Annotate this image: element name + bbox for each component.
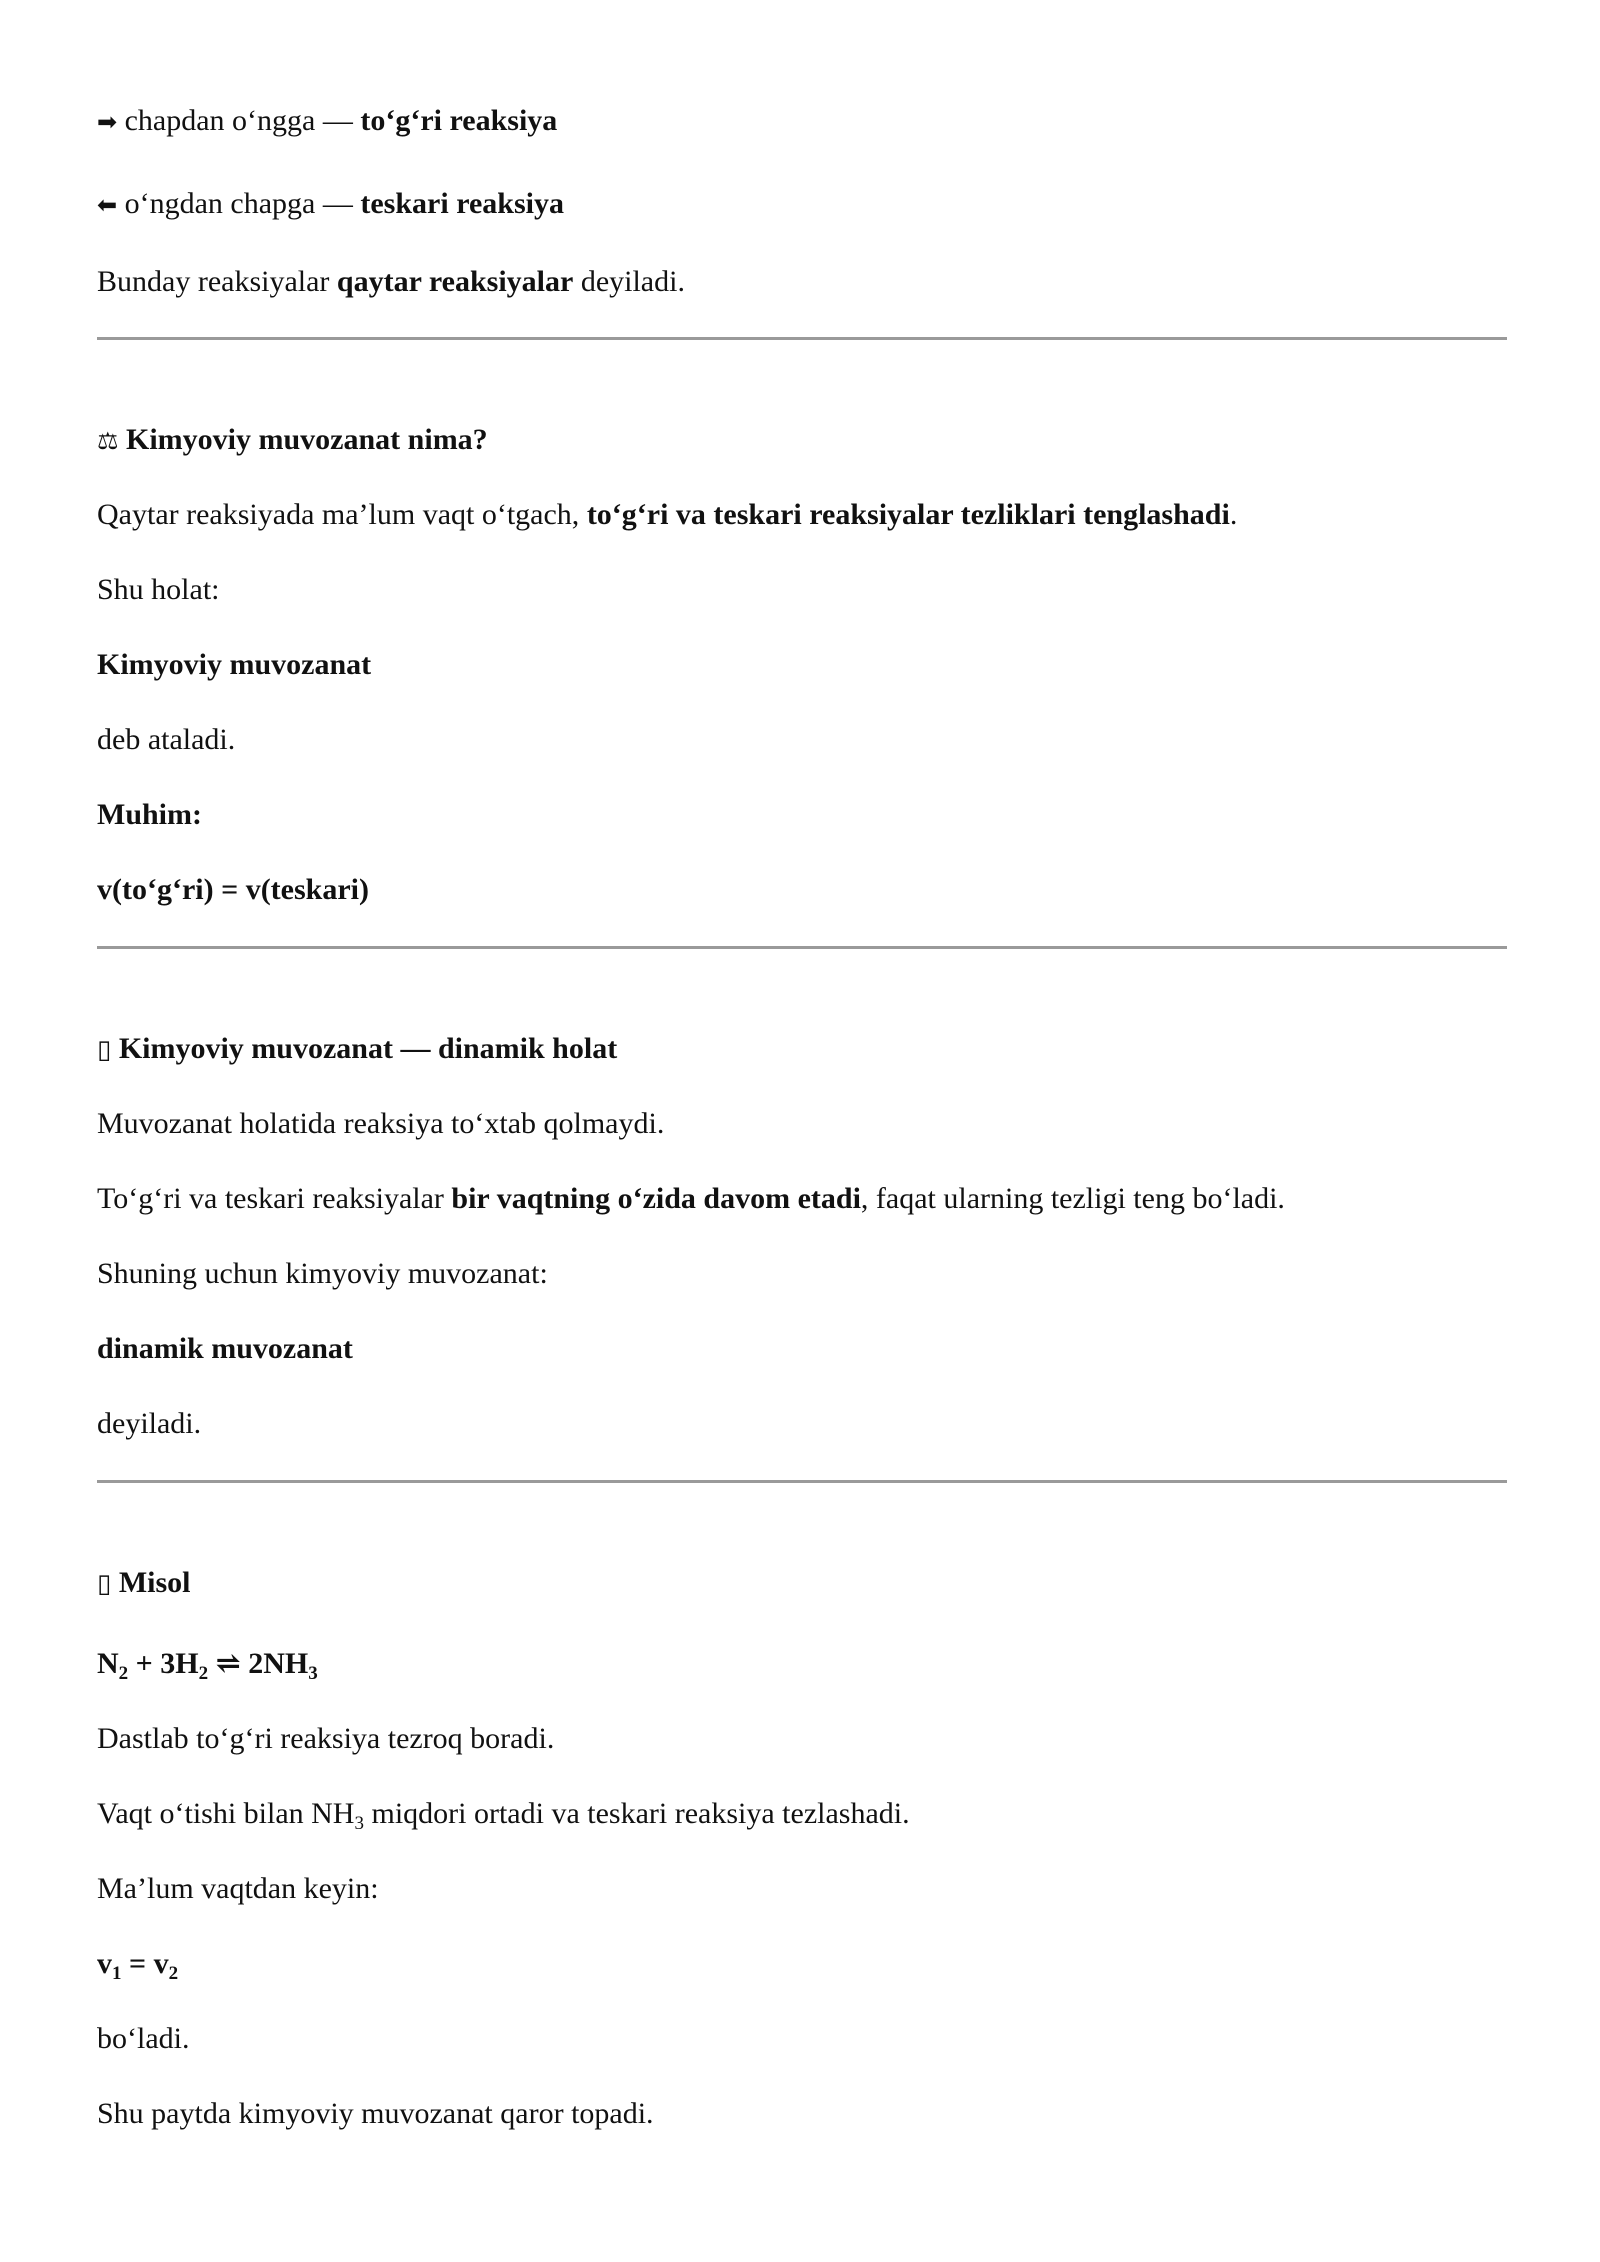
divider [97,1480,1507,1483]
divider [97,946,1507,949]
divider [97,337,1507,340]
forward-bold: to‘g‘ri reaksiya [360,104,558,137]
right-arrow-icon: ➡ [97,108,118,136]
unknown-glyph-icon: ▯ [97,1035,112,1065]
rate-sub: 2 [168,1963,179,1984]
rate-part: v [97,1947,112,1980]
term: dinamik muvozanat [97,1332,353,1365]
p2-text: Vaqt o‘tishi bilan NH [97,1797,355,1830]
heading-text: Kimyoviy muvozanat — dinamik holat [118,1032,618,1065]
p2-end: miqdori ortadi va teskari reaksiya tezlashadi. [363,1797,910,1830]
p2-sub: 3 [354,1813,364,1834]
backward-bold: teskari reaksiya [360,187,564,220]
paragraph: Muvozanat holatida reaksiya to‘xtab qolmaydi. [97,1107,665,1140]
forward-text: chapdan o‘ngga — [124,104,361,137]
balance-scale-icon: ⚖ [97,427,119,455]
paragraph: deyiladi. [97,1407,202,1440]
chemical-equation [97,1646,318,1682]
left-arrow-icon: ⬅ [97,191,118,219]
paragraph [97,1796,910,1832]
p1-text: Qaytar reaksiyada ma’lum vaqt o‘tgach, [97,498,587,531]
forward-reaction-line [97,103,557,140]
p1-end: . [1229,498,1238,531]
section-heading-equilibrium [97,422,488,459]
p2-bold: bir vaqtning o‘zida davom etadi [451,1182,861,1215]
heading-text: Kimyoviy muvozanat nima? [126,423,488,456]
eq-part: N [97,1647,119,1680]
paragraph: Ma’lum vaqtdan keyin: [97,1872,379,1905]
p2-text: To‘g‘ri va teskari reaksiyalar [97,1182,452,1215]
term: Kimyoviy muvozanat [97,648,372,681]
rate-part: = v [121,1947,169,1980]
eq-part: ⇌ 2NH [208,1647,309,1680]
eq-sub: 2 [118,1663,129,1684]
paragraph [97,1181,1285,1217]
paragraph: Shuning uchun kimyoviy muvozanat: [97,1257,548,1290]
p2-end: , faqat ularning tezligi teng bo‘ladi. [860,1182,1285,1215]
eq-sub: 3 [308,1663,318,1684]
paragraph: Shu paytda kimyoviy muvozanat qaror topadi. [97,2097,654,2130]
backward-reaction-line [97,186,564,223]
important-label: Muhim: [97,798,202,831]
eq-sub: 2 [198,1663,209,1684]
rate-equality [97,1946,178,1982]
paragraph [97,497,1237,533]
section-heading-dynamic [97,1031,617,1068]
rate-formula: v(to‘g‘ri) = v(teskari) [97,873,369,906]
backward-text: o‘ngdan chapga — [124,187,361,220]
unknown-glyph-icon: ▯ [97,1569,112,1599]
section-heading-example [97,1565,190,1602]
eq-part: + 3H [128,1647,199,1680]
paragraph: Dastlab to‘g‘ri reaksiya tezroq boradi. [97,1722,555,1755]
summary-text: Bunday reaksiyalar [97,265,337,298]
summary-bold: qaytar reaksiyalar [336,265,574,298]
paragraph: bo‘ladi. [97,2022,190,2055]
paragraph: deb ataladi. [97,723,236,756]
paragraph: Shu holat: [97,573,220,606]
rate-sub: 1 [112,1963,122,1984]
heading-text: Misol [118,1566,191,1599]
p1-bold: to‘g‘ri va teskari reaksiyalar tezliklari tenglashadi [586,498,1230,531]
summary-end: deyiladi. [573,265,685,298]
reversible-summary [97,264,685,300]
